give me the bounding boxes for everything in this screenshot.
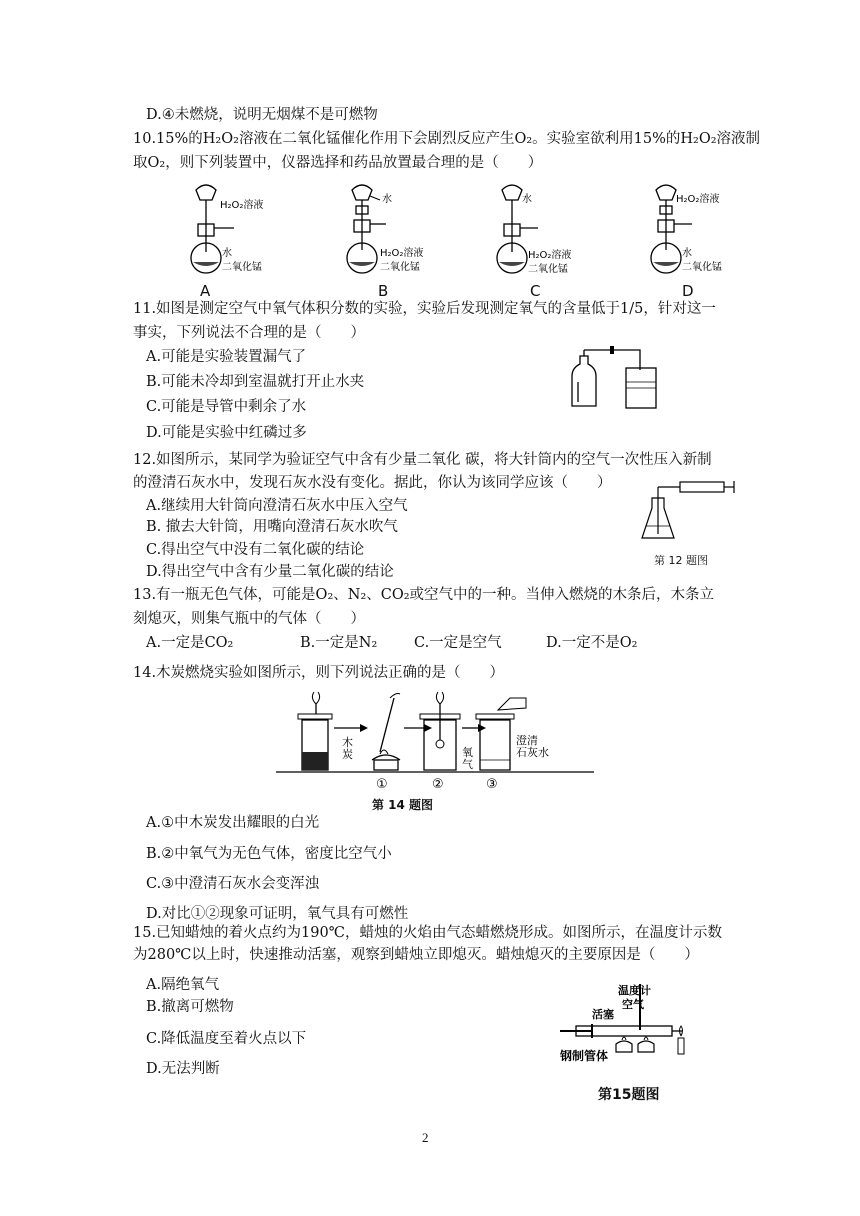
q11-option-c: C.可能是导管中剩余了水 (146, 399, 307, 415)
q12-syringe-figure (640, 478, 736, 548)
q10c-bottom-label: 二氧化锰 (528, 264, 568, 275)
q11-stem-line1: 11.如图是测定空气中氧气体积分数的实验，实验后发现测定氧气的含量低于1/5，针对这一 (133, 301, 716, 317)
q13-option-d: D.一定不是O₂ (546, 635, 638, 651)
q10c-top-label: 水 (522, 194, 532, 205)
q14-option-a: A.①中木炭发出耀眼的白光 (146, 815, 320, 831)
q15-option-c: C.降低温度至着火点以下 (146, 1031, 307, 1047)
q10-label-a: A (200, 282, 211, 300)
q14-step-1: ① (376, 777, 388, 790)
q15-apparatus-figure (556, 982, 692, 1084)
q13-option-b: B.一定是N₂ (300, 635, 378, 651)
q12-option-a: A.继续用大针筒向澄清石灰水中压入空气 (146, 498, 408, 514)
q12-option-b: B. 撤去大针筒，用嘴向澄清石灰水吹气 (146, 519, 398, 535)
q10-apparatus-a (180, 182, 280, 278)
q13-option-a: A.一定是CO₂ (146, 635, 234, 651)
q12-figure-caption: 第 12 题图 (654, 554, 708, 567)
q12-stem-line2: 的澄清石灰水中，发现石灰水没有变化。据此，你认为该同学应该（ ） (133, 475, 612, 491)
q10c-mid-label: H₂O₂溶液 (528, 250, 572, 261)
q15-piston-label: 活塞 (592, 1008, 614, 1021)
q15-thermometer-label: 温度计 (618, 984, 651, 997)
q10-label-c: C (530, 282, 541, 300)
page-number: 2 (422, 1130, 429, 1145)
q10a-bottom-label: 二氧化锰 (222, 262, 262, 273)
q14-step-2: ② (432, 777, 444, 790)
q14-charcoal-label-1: 木炭 (342, 736, 353, 761)
q15-stem-line1: 15.已知蜡烛的着火点约为190℃，蜡烛的火焰由气态蜡燃烧形成。如图所示，在温度计示数 (133, 925, 722, 941)
q12-stem-line1: 12.如图所示，某同学为验证空气中含有少量二氧化 碳，将大针筒内的空气一次性压入新制 (133, 452, 712, 468)
q13-stem-line2: 刻熄灭，则集气瓶中的气体（ ） (133, 611, 365, 627)
q10d-top-label: H₂O₂溶液 (676, 194, 720, 205)
q11-apparatus-figure (566, 342, 666, 414)
q14-charcoal-figure (276, 690, 594, 790)
q10-label-b: B (378, 282, 389, 300)
q10b-mid-label: H₂O₂溶液 (380, 248, 424, 259)
q15-option-b: B.撤离可燃物 (146, 999, 234, 1015)
q14-stem-line1: 14.木炭燃烧实验如图所示，则下列说法正确的是（ ） (133, 665, 505, 681)
q10-label-d: D (682, 282, 694, 300)
q14-oxygen-label: 氧气 (462, 746, 473, 771)
q13-stem-line1: 13.有一瓶无色气体，可能是O₂、N₂、CO₂或空气中的一种。当伸入燃烧的木条后，木条立 (133, 587, 715, 603)
q10-apparatus-c (496, 182, 596, 278)
q9-option-d: D.④未燃烧，说明无烟煤不是可燃物 (146, 107, 378, 123)
q12-option-d: D.得出空气中含有少量二氧化碳的结论 (146, 564, 394, 580)
q10b-bottom-label: 二氧化锰 (380, 262, 420, 273)
q14-option-c: C.③中澄清石灰水会变浑浊 (146, 876, 320, 892)
q10-stem-line1: 10.15%的H₂O₂溶液在二氧化锰催化作用下会剧烈反应产生O₂。实验室欲利用15%的H₂O₂溶液制 (133, 131, 761, 147)
q10a-mid-label: 水 (222, 248, 232, 259)
q15-option-d: D.无法判断 (146, 1061, 220, 1077)
q10-apparatus-d (650, 178, 750, 278)
q10-apparatus-b (340, 178, 440, 278)
q15-air-label: 空气 (622, 998, 644, 1011)
q10b-top-label: 水 (382, 194, 392, 205)
q15-figure-caption: 第15题图 (598, 1087, 660, 1103)
q11-stem-line2: 事实，下列说法不合理的是（ ） (133, 325, 365, 341)
q10-stem-line2: 取O₂，则下列装置中，仪器选择和药品放置最合理的是（ ） (133, 155, 543, 171)
q14-step-3: ③ (486, 777, 498, 790)
q11-option-d: D.可能是实验中红磷过多 (146, 425, 307, 441)
q10a-top-label: H₂O₂溶液 (220, 200, 264, 211)
q15-stem-line2: 为280℃以上时，快速推动活塞，观察到蜡烛立即熄灭。蜡烛熄灭的主要原因是（ ） (133, 947, 699, 963)
q13-option-c: C.一定是空气 (414, 635, 502, 651)
q14-option-b: B.②中氧气为无色气体，密度比空气小 (146, 846, 392, 862)
q10d-bottom-label: 二氧化锰 (682, 262, 722, 273)
q11-option-a: A.可能是实验装置漏气了 (146, 349, 307, 365)
q14-option-d: D.对比①②现象可证明，氧气具有可燃性 (146, 906, 409, 922)
q12-option-c: C.得出空气中没有二氧化碳的结论 (146, 542, 365, 558)
q15-tube-label: 钢制管体 (560, 1049, 609, 1063)
q11-option-b: B.可能未冷却到室温就打开止水夹 (146, 374, 365, 390)
q14-limewater-label: 澄清石灰水 (516, 734, 549, 759)
q14-figure-caption: 第 14 题图 (372, 798, 434, 812)
q15-option-a: A.隔绝氧气 (146, 977, 220, 993)
q10d-mid-label: 水 (682, 248, 692, 259)
